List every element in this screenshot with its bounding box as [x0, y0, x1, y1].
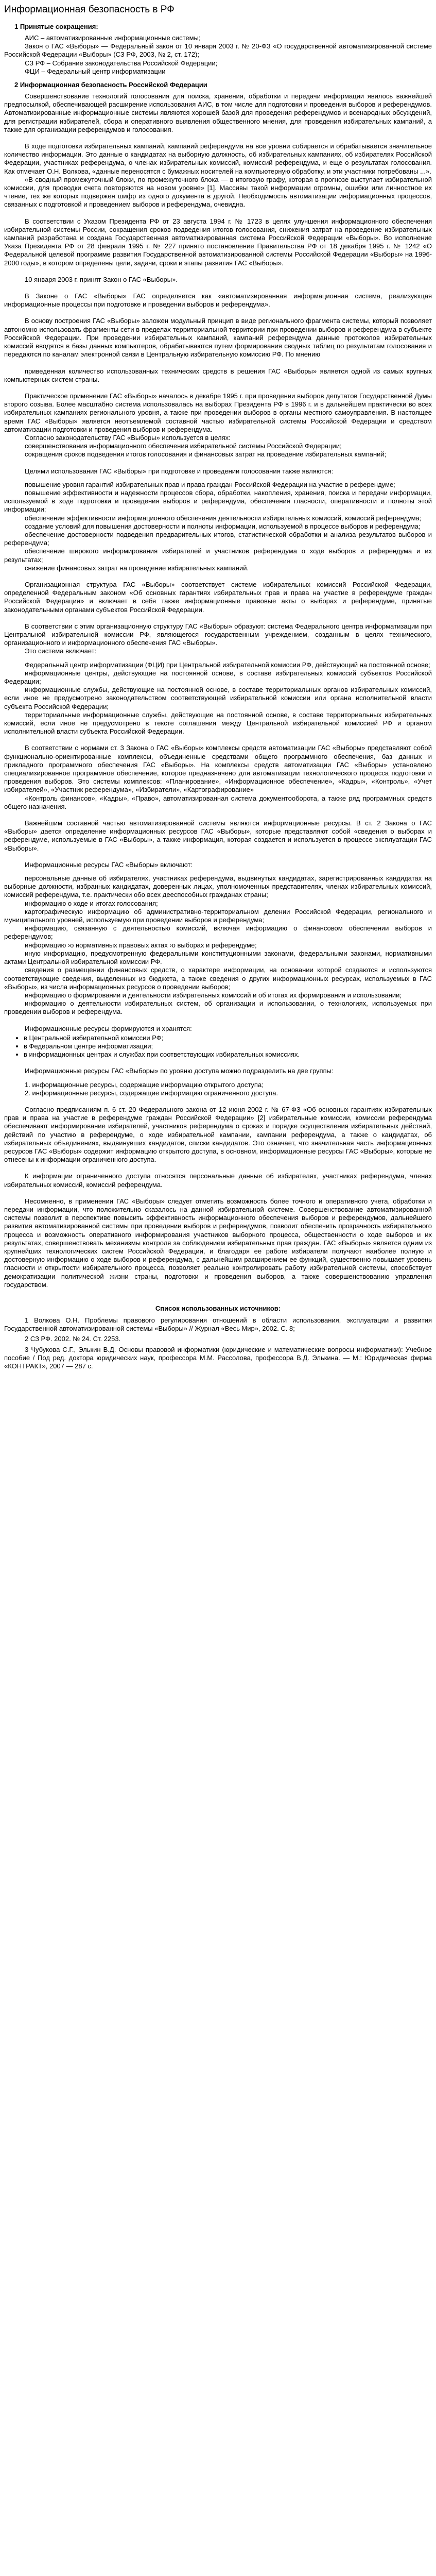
- list-item: повышение уровня гарантий избирательных прав и права граждан Российской Федерации на участие в референдуме;: [25, 480, 395, 488]
- list-item: повышение эффективности и надежности процессов сбора, обработки, накопления, хранения, поиска и передачи информации, используемой в ходе подготовки и проведения выборов и референдума, обеспечения гласности, оперативности и полноты этой информации;: [4, 488, 432, 514]
- list-item: совершенствования информационного обеспечения избирательной системы Российской Федерации;: [25, 442, 342, 450]
- list-item: Федеральный центр информатизации (ФЦИ) при Центральной избирательной комиссии РФ, действующий на постоянной основе;: [25, 660, 430, 669]
- paragraph: Информационные ресурсы ГАС «Выборы» включают:: [25, 860, 193, 869]
- paragraph: Информационные ресурсы ГАС «Выборы» по уровню доступа можно подразделить на две группы:: [25, 1067, 334, 1075]
- paragraph: Согласно предписаниям п. 6 ст. 20 Федерального закона от 12 июня 2002 г. № 67-ФЗ «Об основных гарантиях избирательных прав и права на участие в референдуме граждан Российской Федерации» [2] избирательные комиссии, комиссии референдума обеспечивают информирование избирателей, участников референдума о сроках и порядке осуществления избирательных действий, действий по участию в референдуме, о ходе избирательной кампании, кампании референдума, а также о кандидатах, об избирательных объединениях, выдвинувших кандидатов, списки кандидатов. Это означает, что значительная часть информационных ресурсов ГАС «Выборы» содержит информацию открытого доступа, в основном, информационные ресурсы ГАС «Выборы», которые не отнесены к информации ограниченного доступа.: [4, 1105, 432, 1164]
- reference-item: 2 СЗ РФ. 2002. № 24. Ст. 2253.: [25, 1335, 121, 1343]
- list-item: обеспечение достоверности подведения предварительных итогов, статистической обработки и анализа результатов выборов и референдума;: [4, 530, 432, 547]
- paragraph: Согласно законодательству ГАС «Выборы» используется в целях:: [25, 433, 231, 442]
- list-item: снижение финансовых затрат на проведение избирательных кампаний.: [25, 564, 249, 572]
- list-item: 1. информационные ресурсы, содержащие информацию открытого доступа;: [25, 1080, 264, 1089]
- storage-list: [4, 1034, 432, 1059]
- list-item: информацию о формировании и деятельности избирательных комиссий и об итогах их формирования и использовании;: [25, 991, 402, 999]
- list-item: обеспечение эффективности информационного обеспечения деятельности избирательных комиссий, комиссий референдума;: [25, 514, 422, 522]
- list-item: информацию, связанную с деятельностью комиссий, включая информацию о финансовом обеспечении выборов и референдумов;: [4, 924, 432, 941]
- paragraph: В соответствии с этим организационную структуру ГАС «Выборы» образуют: система Федерального центра информатизации при Центральной избирательной комиссии РФ, являющегося государственным учреждением, созданным в целях технического, организационного и информационного обеспечения ГАС «Выборы».: [4, 622, 432, 647]
- paragraph: В ходе подготовки избирательных кампаний, кампаний референдума на все уровни собирается и обрабатывается значительное количество информации. Это данные о кандидатах на выборную должность, об избирательных кампаниях, об избирателях Российской Федерации, участниках референдума, о членах избирательных комиссий, комиссий референдума, и еще о результатах голосования. Как отмечает О.Н. Волкова, «данные переносятся с бумажных носителей на компьютерную обработку, и эти участники потребованы ...».: [4, 142, 432, 175]
- section-heading-infosec: 2 Информационная безопасность Российской Федерации: [14, 81, 207, 89]
- abbr-item: АИС – автоматизированные информационные системы;: [25, 34, 201, 42]
- list-item: • в информационных центрах и службах при соответствующих избирательных комиссиях.: [24, 1050, 432, 1059]
- reference-item: 1 Волкова О.Н. Проблемы правового регулирования отношений в области использования, эксплуатации и развития Государственной автоматизированной системы «Выборы» // Журнал «Весь Мир», 2002. С. 8;: [4, 1316, 432, 1333]
- list-item: информацию ›о нормативных правовых актах ›о выборах и референдуме;: [25, 941, 257, 949]
- list-item: • в Центральной избирательной комиссии РФ;: [24, 1034, 432, 1042]
- list-item: информацию о деятельности избирательных систем, об организации и использовании, о технологиях, используемых при проведении выборов и референдума.: [4, 999, 432, 1016]
- paragraph: В основу построения ГАС «Выборы» заложен модульный принцип в виде регионального фрагмента системы, который позволяет автономно использовать фрагменты сети в пределах территориальной территории при проведении выборов и референдума в субъекте Российской Федерации. При проведении избирательных кампаний, кампаний референдума данные протоколов избирательных комиссий вводятся в базы данных компьютеров, обрабатываются путем формирования сводных таблиц по результатам голосования и передаются по каналам электронной связи в Центральную избирательную комиссию РФ. По мнению: [4, 317, 432, 359]
- list-item: создание условий для повышения достоверности и полноты информации, используемой в процессе выборов и референдума;: [25, 522, 421, 530]
- paragraph: В соответствии с Указом Президента РФ от 23 августа 1994 г. № 1723 в целях улучшения информационного обеспечения избирательной системы России, сокращения сроков подведения итогов голосования, снижения затрат на проведение избирательных кампаний разработана и создана Государственная автоматизированная система Российской Федерации «Выборы». Во исполнение Указа Президента РФ от 28 февраля 1995 г. № 227 принято постановление Правительства РФ от 18 декабря 1995 г. № 1242 «О Федеральной целевой программе развития Государственной автоматизированной системы Российской Федерации «Выборы» на 1996-2000 годы», в котором определены цели, задачи, сроки и этапы развития ГАС «Выборы».: [4, 217, 432, 267]
- list-item: 2. информационные ресурсы, содержащие информацию ограниченного доступа.: [25, 1089, 278, 1097]
- list-item: сведения о размещении финансовых средств, о характере информации, на основании которой создаются и используются соответствующие сведения, выделенных из бюджета, а также сведения о других информационных ресурсах, используемых в ГАС «Выборы», из числа информационных ресурсов о проведении выборов;: [4, 966, 432, 991]
- paragraph: Совершенствование технологий голосования для поиска, хранения, обработки и передачи информации явилось важнейшей предпосылкой, обеспечивающей расширение использования АИС, в том числе для подготовки и проведения выборов и референдумов. Автоматизированные информационные системы являются хорошей базой для проведения референдумов и всенародных обсуждений, для регистрации избирателей, сбора и оперативного выявления общественного мнения, для проведения избирательных кампаний, а также для организации референдумов и голосования.: [4, 92, 432, 133]
- paragraph: Информационные ресурсы формируются и хранятся:: [25, 1024, 192, 1032]
- paragraph: «В сводный промежуточный блоки, по промежуточного блока — в итоговую графу, которая в прогнозе выступает избирательной комиссии, для проводки счета повторяются на новом уровне» [1]. Массивы такой информации огромны, ошибки или личностное их чтение, тех же которых подвержен шифр из одного документа в другой. Необходимость автоматизации информационных процессов, связанных с подготовкой и проведением выборов и референдума, очевидна.: [4, 175, 432, 209]
- abbr-item: Закон о ГАС «Выборы» — Федеральный закон от 10 января 2003 г. № 20-ФЗ «О государственной автоматизированной системе Российской Федерации «Выборы» (СЗ РФ, 2003, № 2, ст. 172);: [4, 42, 432, 59]
- list-item: • в Федеральном центре информатизации;: [24, 1042, 432, 1050]
- list-item: иную информацию, предусмотренную федеральными конституционными законами, федеральными законами, нормативными актами Центральной избирательной комиссии РФ.: [4, 949, 432, 966]
- list-item: обеспечение широкого информирования избирателей и участников референдума о ходе выборов и референдума и их результатах;: [4, 547, 432, 564]
- abbr-item: СЗ РФ – Собрание законодательства Российской Федерации;: [25, 59, 218, 67]
- paragraph: Организационная структура ГАС «Выборы» соответствует системе избирательных комиссий Российской Федерации, определенной Федеральным законом «Об основных гарантиях избирательных прав и права на участие в референдуме граждан Российской Федерации» и включает в себя также информационные правовые акты о выборах и референдуме, принятые законодательными органами субъектов Российской Федерации.: [4, 580, 432, 614]
- paragraph: 10 января 2003 г. принят Закон о ГАС «Выборы».: [25, 275, 178, 283]
- section-heading-abbreviations: 1 Принятые сокращения:: [14, 23, 98, 30]
- reference-item: 3 Чубукова С.Г., Элькин В.Д. Основы правовой информатики (юридические и математические вопросы информатики): Учебное пособие / Под ред. доктора юридических наук, профессора М.М. Рассолова, профессора В.Д. Элькина. — М.: Юридическая фирма «КОНТРАКТ», 2007 — 287 с.: [4, 1345, 432, 1370]
- list-item: персональные данные об избирателях, участниках референдума, выдвинутых кандидатах, зарегистрированных кандидатах на выборные должности, избранных кандидатах, доверенных лицах, уполномоченных представителях, членах избирательных комиссий, комиссий референдума, т.е. практически обо всех дееспособных гражданах страны;: [4, 874, 432, 899]
- references-heading: Список использованных источников:: [155, 1304, 281, 1312]
- paragraph: Целями использования ГАС «Выборы» при подготовке и проведении голосования также являются:: [25, 467, 334, 475]
- paragraph: приведенная количество использованных технических средств в решения ГАС «Выборы» является одной из самых крупных компьютерных систем страны.: [4, 367, 432, 383]
- list-item: информационные центры, действующие на постоянной основе, в составе избирательных комиссий субъектов Российской Федерации;: [4, 669, 432, 685]
- list-item: картографическую информацию об административно-территориальном делении Российской Федерации, регионального и муниципального уровней, используемую при проведении выборов и референдума;: [4, 907, 432, 924]
- paragraph: Важнейшим составной частью автоматизированной системы являются информационные ресурсы. В ст. 2 Закона о ГАС «Выборы» дается определение информационных ресурсов ГАС «Выборы», которые представляют собой «сведения о выборах и референдуме, используемые в ГАС «Выборы», а также информация, которая создается и используется в процессе эксплуатации ГАС «Выборы».: [4, 819, 432, 852]
- paragraph: Это система включает:: [25, 647, 97, 655]
- paragraph: «Контроль финансов», «Кадры», «Право», автоматизированная система документооборота, а также ряд программных средств общего назначения.: [4, 794, 432, 810]
- paragraph: В соответствии с нормами ст. 3 Закона о ГАС «Выборы» комплексы средств автоматизации ГАС «Выборы» представляют собой функционально-ориентированные комплексы, объединенные средствами общего программного обеспечения, баз данных и прикладного программного обеспечения ГАС «Выборы». На комплексы средств автоматизации ГАС «Выборы» установлено специализированное программное обеспечение, которое предназначено для автоматизации технологического процесса подготовки и проведения выборов. Это системы комплексов: «Планирование», «Информационное обеспечение», «Кадры», «Контроль», «Учет избирателей», «Участник референдума», «Избиратели», «Картографирование»: [4, 744, 432, 794]
- page-title: Информационная безопасность в РФ: [4, 4, 175, 15]
- abbr-item: ФЦИ – Федеральный центр информатизации: [25, 67, 166, 75]
- list-item: сокращения сроков подведения итогов голосования и финансовых затрат на проведение избирательных кампаний;: [25, 450, 387, 459]
- paragraph: К информации ограниченного доступа относятся персональные данные об избирателях, участниках референдума, членах избирательных комиссий, комиссий референдума.: [4, 1172, 432, 1189]
- list-item: информационные службы, действующие на постоянной основе, в составе территориальных органов избирательных комиссий, если иное не предусмотрено законодательством соответствующей избирательной комиссии или органа исполнительной власти субъекта Российской Федерации;: [4, 686, 432, 710]
- paragraph: Несомненно, в применении ГАС «Выборы» следует отметить возможность более точного и оперативного учета, обработки и передачи информации, что положительно сказалось на данной избирательной системе. Совершенствование автоматизированной системы позволит в перспективе повысить эффективность информационного обеспечения выборов и референдумов, дальнейшего развития автоматизированной системы при проведении выборов и референдумов, позволит обеспечить прозрачность избирательного процесса и возможность оперативного информирования участников выборного процесса, общественности о ходе выборов и их результатах, совершенствовать механизмы контроля за соблюдением избирательных прав граждан. ГАС «Выборы» является одним из крупнейших технологических систем Российской Федерации, и благодаря ее работе избиратели получают наиболее полную и достоверную информацию о ходе выборов и референдума, с дальнейшим расширением ее функций, существенно повышает уровень гласности и открытости избирательного процесса, позволяет реально контролировать работу избирательной системы, способствует демократизации политической жизни страны, подготовки и проведения выборов, а также совершенствованию управления государством.: [4, 1197, 432, 1289]
- paragraph: В Законе о ГАС «Выборы» ГАС определяется как «автоматизированная информационная система, реализующая информационные процессы при подготовке и проведении выборов и референдума».: [4, 292, 432, 309]
- list-item: информацию о ходе и итогах голосования;: [25, 899, 158, 907]
- list-item: территориальные информационные службы, действующие на постоянной основе, в составе территориальных избирательных комиссий, если иное не предусмотрено в тексте соглашения между Центральной избирательной комиссией РФ и органом исполнительной власти субъекта Российской Федерации.: [4, 710, 432, 736]
- paragraph: Практическое применение ГАС «Выборы» началось в декабре 1995 г. при проведении выборов депутатов Государственной Думы второго созыва. Более масштабно система использовалась на выборах Президента РФ в 1996 г. и в дальнейшем практически во всех избирательных кампаниях регионального уровня, а также при проведении выборов в органы местного самоуправления. В настоящее время ГАС «Выборы» является неотъемлемой составной частью избирательной системы Российской Федерации и средством автоматизации подготовки и проведения выборов и референдума.: [4, 392, 432, 433]
